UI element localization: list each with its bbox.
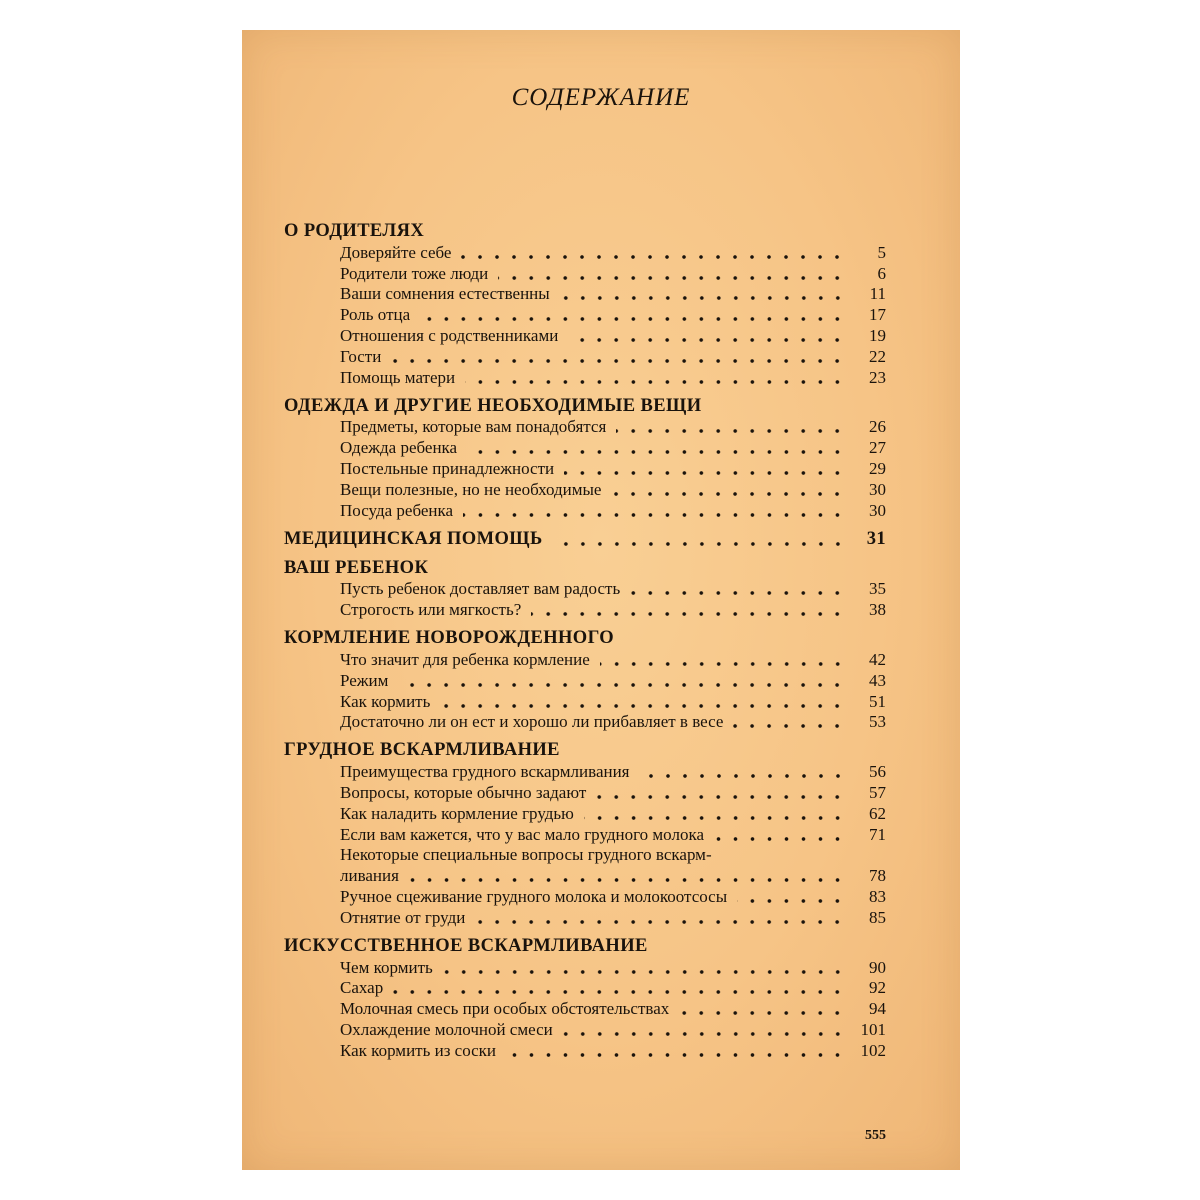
section-heading [284,625,886,649]
dot-leader [564,471,846,475]
toc-section [284,737,886,927]
entry-label: Строгость или мягкость? [340,600,522,620]
toc-entry [340,242,886,263]
dot-leader [461,255,846,259]
entry-label: Ручное сцеживание грудного молока и молокоотсосы [340,886,728,906]
dot-leader [616,429,846,433]
toc-entry [340,761,886,782]
section-page-number: 31 [866,528,886,549]
entry-label: Преимущества грудного вскармливания [340,762,630,782]
dot-leader [733,724,846,728]
entry-page-number: 53 [869,712,886,732]
entry-page-number: 57 [869,782,886,802]
entry-page-number: 26 [869,417,886,437]
toc-entry [340,346,886,367]
entry-page-number: 6 [877,263,886,283]
entry-list [284,242,886,388]
dot-leader [560,296,846,300]
page-number: 555 [865,1128,886,1143]
entry-label: Гости [340,346,382,366]
section-heading-label: ГРУДНОЕ ВСКАРМЛИВАНИЕ [284,740,560,761]
entry-label: Чем кормить [340,957,433,977]
toc-entry [340,1019,886,1040]
entry-list [284,957,886,1061]
toc-entry [340,284,886,305]
entry-page-number: 23 [869,367,886,387]
entry-page-number: 85 [869,907,886,927]
dot-leader [475,920,846,924]
toc-entry [340,325,886,346]
toc-entry [340,691,886,712]
toc-entry [340,263,886,284]
dot-leader [596,795,846,799]
dot-leader [398,683,846,687]
entry-page-number: 101 [860,1019,886,1039]
entry-page-number: 5 [877,242,886,262]
entry-page-number: 30 [869,479,886,499]
dot-leader [467,450,846,454]
entry-label: Режим [340,670,389,690]
toc-entry [340,500,886,521]
entry-label: Молочная смесь при особых обстоятельствах [340,999,670,1019]
dot-leader [568,338,846,342]
entry-label: ливания [340,866,399,886]
toc-entry [340,1040,886,1061]
section-heading-label: МЕДИЦИНСКАЯ ПОМОЩЬ [284,528,543,549]
entry-page-number: 42 [869,649,886,669]
entry-label: Отношения с родственниками [340,325,559,345]
entry-page-number: 22 [869,346,886,366]
toc-entry [340,437,886,458]
section-heading [284,555,886,579]
entry-page-number: 43 [869,670,886,690]
dot-leader [630,591,846,595]
toc-entry [340,304,886,325]
dot-leader [440,704,846,708]
dot-leader [409,878,846,882]
toc-section [284,625,886,732]
dot-leader [640,774,847,778]
dot-leader [737,899,846,903]
dot-leader [463,513,846,517]
entry-list [284,417,886,521]
toc-entry [340,479,886,500]
toc-section [284,218,886,388]
entry-page-number: 94 [869,999,886,1019]
entry-label: Если вам кажется, что у вас мало грудного молока [340,824,704,844]
dot-leader [420,317,846,321]
entry-page-number: 83 [869,886,886,906]
entry-page-number: 102 [860,1040,886,1060]
entry-page-number: 11 [869,284,886,304]
dot-leader [393,990,846,994]
toc-entry [340,957,886,978]
toc-entry [340,998,886,1019]
dot-leader [600,662,846,666]
toc-entry [340,782,886,803]
entry-label: Пусть ребенок доставляет вам радость [340,579,621,599]
entry-line [340,845,886,866]
entry-label: Охлаждение молочной смеси [340,1019,553,1039]
toc-entry [340,803,886,824]
entry-page-number: 30 [869,500,886,520]
dot-leader [498,276,846,280]
dot-leader [506,1053,846,1057]
entry-page-number: 92 [869,978,886,998]
toc-section [284,393,886,521]
toc-entry [340,712,886,733]
entry-list [284,649,886,732]
section-heading [284,737,886,761]
entry-label: Помощь матери [340,367,456,387]
dot-leader [679,1011,846,1015]
entry-label: Постельные принадлежности [340,458,555,478]
section-heading-label: ОДЕЖДА И ДРУГИЕ НЕОБХОДИМЫЕ ВЕЩИ [284,395,702,416]
entry-label: Предметы, которые вам понадобятся [340,417,607,437]
dot-leader [531,612,846,616]
entry-label: Сахар [340,978,384,998]
entry-label: Вещи полезные, но не необходимые [340,479,602,499]
dot-leader [584,816,846,820]
toc-entry [340,599,886,620]
section-heading [284,393,886,417]
dot-leader [443,970,846,974]
entry-label: Вопросы, которые обычно задают [340,782,587,802]
entry-label: Отнятие от груди [340,907,466,927]
section-heading-label: ВАШ РЕБЕНОК [284,557,429,578]
entry-page-number: 62 [869,803,886,823]
toc-section [284,555,886,621]
entry-page-number: 19 [869,325,886,345]
entry-page-number: 78 [869,866,886,886]
dot-leader [563,1032,846,1036]
book-page [242,30,960,1170]
toc-section [284,526,886,550]
entry-label: Как наладить кормление грудью [340,803,574,823]
dot-leader [611,492,846,496]
toc-entry [340,824,886,845]
entry-label: Некоторые специальные вопросы грудного вскарм- [340,845,712,865]
entry-list [284,761,886,927]
toc-entry [340,845,886,887]
section-heading [284,218,886,242]
toc-entry [340,367,886,388]
entry-label: Достаточно ли он ест и хорошо ли прибавляет в весе [340,712,724,732]
entry-list [284,579,886,621]
toc-section [284,933,886,1061]
entry-label: Роль отца [340,305,411,325]
toc-entry [340,670,886,691]
entry-label: Одежда ребенка [340,438,458,458]
entry-page-number: 29 [869,458,886,478]
page-title: СОДЕРЖАНИЕ [511,84,691,111]
entry-page-number: 17 [869,305,886,325]
entry-page-number: 90 [869,957,886,977]
section-heading [284,933,886,957]
section-heading-label: О РОДИТЕЛЯХ [284,221,425,241]
toc-entry [340,886,886,907]
entry-label: Родители тоже люди [340,263,489,283]
entry-label: Доверяйте себе [340,242,452,262]
entry-line [340,865,886,886]
entry-page-number: 51 [869,691,886,711]
dot-leader [553,542,846,546]
toc-entry [340,579,886,600]
dot-leader [714,837,846,841]
entry-label: Как кормить [340,691,431,711]
entry-page-number: 27 [869,438,886,458]
toc-entry [340,978,886,999]
section-heading-label: КОРМЛЕНИЕ НОВОРОЖДЕННОГО [284,628,615,649]
toc-entry [340,649,886,670]
toc-entry [340,907,886,928]
entry-page-number: 38 [869,600,886,620]
entry-page-number: 56 [869,762,886,782]
entry-label: Посуда ребенка [340,500,454,520]
entry-label: Что значит для ребенка кормление [340,649,590,669]
table-of-contents [284,218,886,1066]
section-heading [284,526,886,550]
section-heading-label: ИСКУССТВЕННОЕ ВСКАРМЛИВАНИЕ [284,935,648,956]
entry-page-number: 35 [869,579,886,599]
toc-entry [340,417,886,438]
dot-leader [465,380,846,384]
toc-entry [340,458,886,479]
entry-page-number: 71 [869,824,886,844]
entry-label: Ваши сомнения естественны [340,284,550,304]
entry-label: Как кормить из соски [340,1040,497,1060]
dot-leader [391,359,846,363]
